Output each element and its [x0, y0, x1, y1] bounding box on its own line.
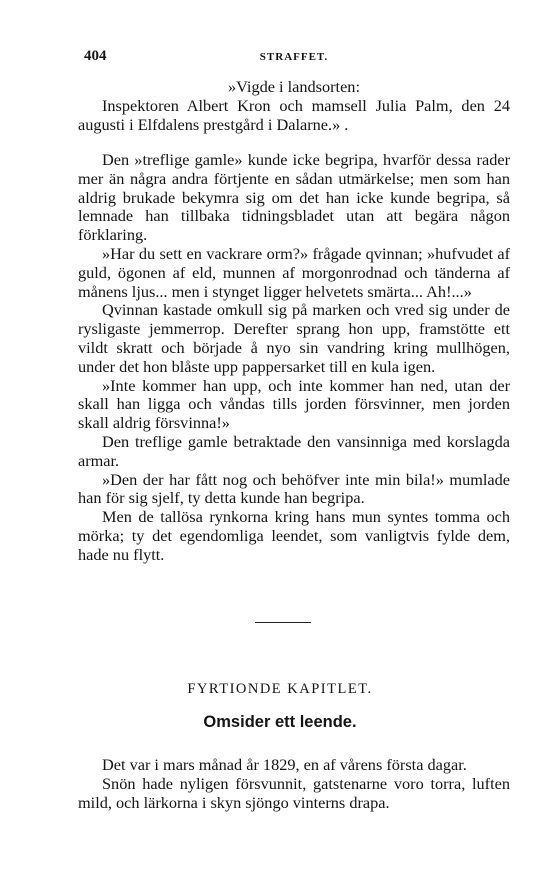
notice-block	[78, 78, 510, 134]
running-title: STRAFFET.	[259, 51, 329, 63]
paragraph-4: »Inte kommer han upp, och inte kommer han ned, utan der skall han ligga och våndas tills jorden försvinner, men jorden skall aldrig försvinna!»	[78, 375, 510, 433]
paragraph-6: »Den der har fått nog och behöfver inte min bila!» mumlade han för sig sjelf, ty detta kunde han begripa.	[78, 469, 510, 508]
chapter-title: FYRTIONDE KAPITLET.	[187, 681, 373, 697]
paragraph-5: Den treflige gamle betraktade den vansinniga med korslagda armar.	[78, 431, 510, 470]
paragraph-3: Qvinnan kastade omkull sig på marken och vred sig under de rysligaste jemmerrop. Derefter sprang hon upp, framstötte ett vildt skratt och började å nyo sin vandring kring mullhögen, under det hon blåste upp pappersarket till en kula igen.	[78, 300, 510, 376]
section-divider	[255, 622, 311, 623]
paragraph-7: Men de tallösa rynkorna kring hans mun syntes tomma och mörka; ty det egendomliga leendet, som vanligtvis fylde dem, hade nu flytt.	[78, 507, 510, 564]
chapter-body	[78, 756, 510, 812]
chapter-paragraph-2: Snön hade nyligen försvunnit, gatstenarne voro torra, luften mild, och lärkorna i skyn sjöngo vinterns drapa.	[78, 773, 510, 812]
body-text	[78, 151, 510, 565]
notice-heading: »Vigde i landsorten:	[228, 77, 360, 96]
paragraph-1: Den »treflige gamle» kunde icke begripa, hvarför dessa rader mer än några andra förtjente en sådan utmärkelse; men som han aldrig brukade bekymra sig om det han icke kunde begripa, så lemnade han tillbaka tidningsbladet utan att begära någon förklaring.	[78, 150, 510, 245]
chapter-subtitle: Omsider ett leende.	[203, 713, 357, 731]
page-header	[84, 48, 504, 68]
paragraph-2: »Har du sett en vackrare orm?» frågade qvinnan; »hufvudet af guld, ögonen af eld, munnen af morgonrodnad och tänderna af månens ljus... men i stynget ligger helvetets smärta... Ah!...»	[78, 243, 510, 301]
notice-text: Inspektoren Albert Kron och mamsell Julia Palm, den 24 augusti i Elfdalens prestgård i Dalarne.» .	[78, 95, 510, 134]
chapter-paragraph-1: Det var i mars månad år 1829, en af vårens första dagar.	[102, 755, 467, 774]
page-number: 404	[84, 48, 107, 64]
